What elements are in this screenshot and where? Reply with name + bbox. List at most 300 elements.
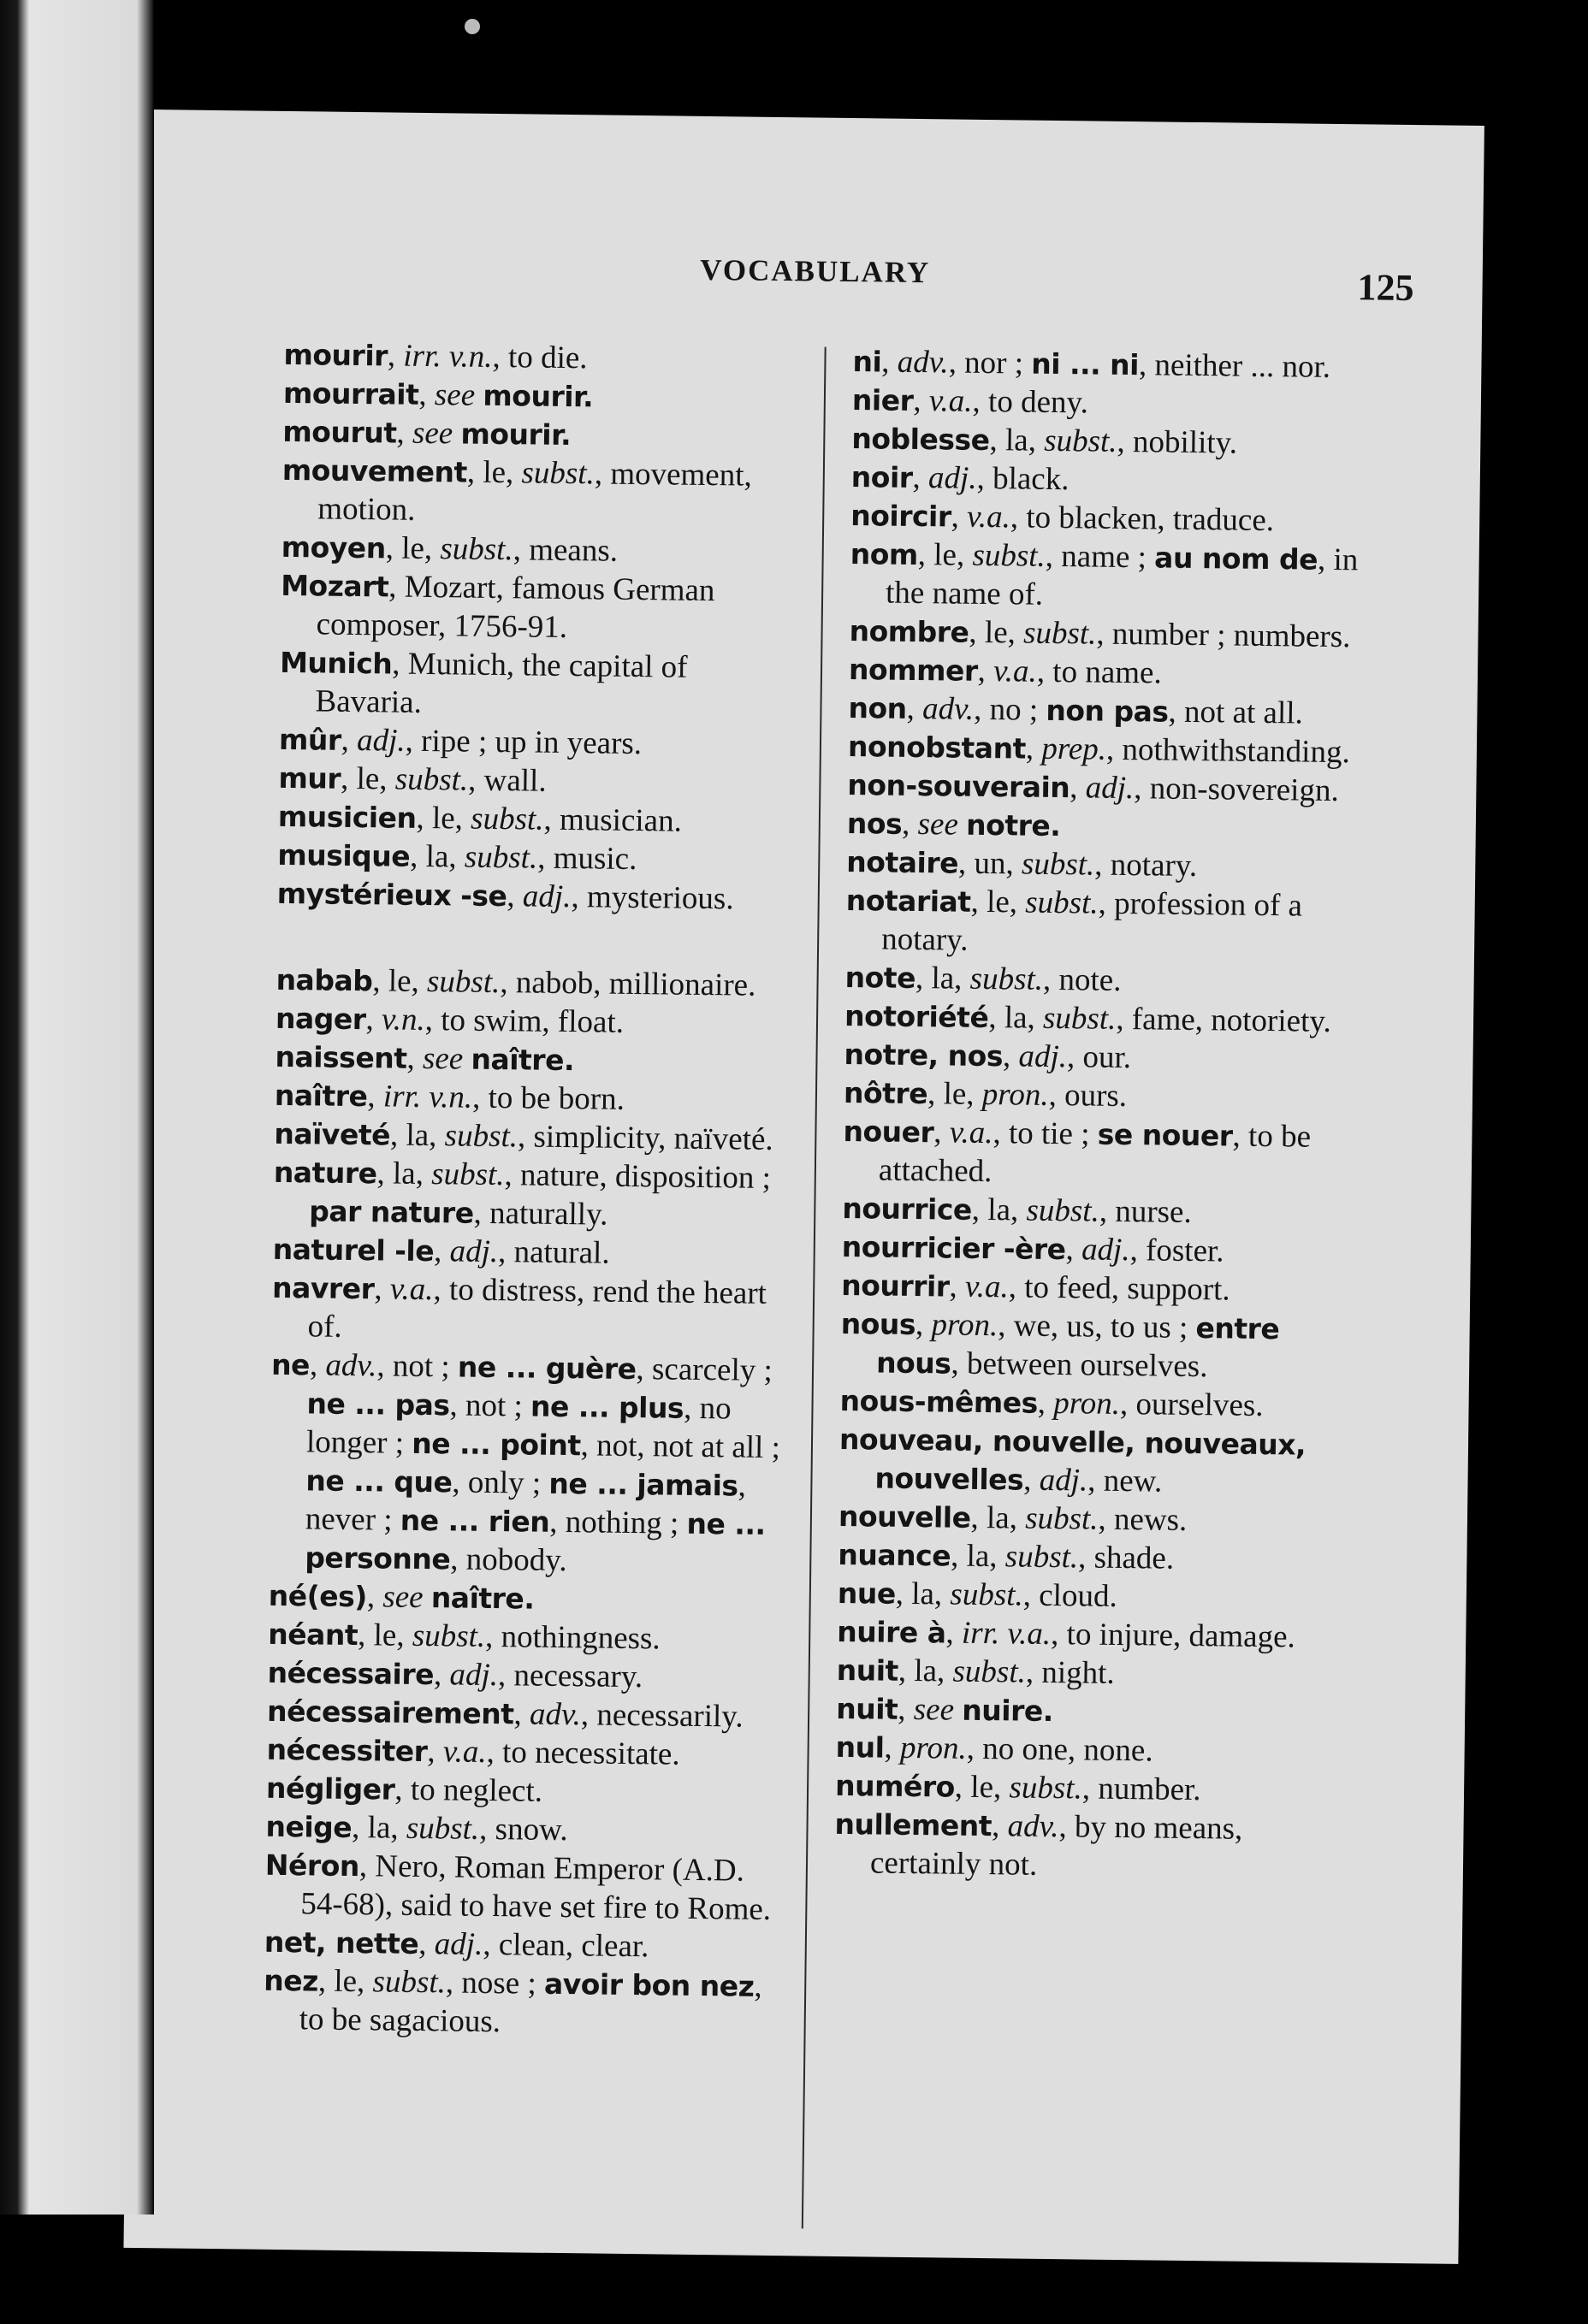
vocabulary-entry: [849, 612, 1363, 656]
vocabulary-entry: [844, 958, 1359, 1002]
vocabulary-entry: [280, 566, 794, 649]
vocabulary-entry: [836, 1651, 1350, 1695]
entry-grammar: subst.: [1024, 1500, 1099, 1537]
entry-headword: navrer: [271, 1270, 375, 1306]
entry-text: ,: [906, 690, 923, 727]
entry-text: , le,: [372, 963, 428, 1000]
entry-text: , nurse.: [1099, 1193, 1192, 1230]
entry-grammar: v.a.: [442, 1734, 487, 1770]
entry-text: , notary.: [1094, 847, 1198, 884]
entry-text: , note.: [1042, 961, 1122, 998]
entry-grammar: subst.: [1021, 846, 1095, 883]
entry-grammar: v.n.: [381, 1002, 426, 1038]
entry-text: ,: [387, 338, 404, 374]
entry-text: , mysterious.: [571, 879, 734, 917]
entry-text: , no one, none.: [966, 1730, 1153, 1769]
entry-text: , la,: [989, 423, 1045, 458]
entry-text: ,: [309, 1347, 326, 1383]
entry-text: , snow.: [478, 1811, 568, 1848]
entry-text: , not, not at all ;: [580, 1428, 781, 1466]
entry-text: , le,: [357, 1617, 413, 1653]
entry-text: ,: [366, 1579, 383, 1615]
entry-text: , le,: [954, 1769, 1010, 1806]
entry-headword: naître.: [471, 1042, 575, 1078]
entry-text: ,: [433, 1233, 450, 1269]
entry-text: , to be attached.: [878, 1118, 1312, 1190]
entry-headword: nuit: [835, 1691, 898, 1726]
entry-headword: nom: [850, 537, 919, 572]
vocabulary-entry: [277, 836, 791, 880]
entry-text: , night.: [1025, 1654, 1115, 1691]
entry-headword: nabab: [276, 962, 373, 998]
entry-text: ,: [374, 1271, 391, 1307]
entry-headword: ne ... personne: [305, 1506, 766, 1576]
vocabulary-entry: [834, 1805, 1348, 1888]
entry-headword: nonobstant: [847, 730, 1027, 766]
entry-text: , necessary.: [497, 1658, 643, 1695]
entry-text: ,: [912, 459, 929, 496]
entry-headword: ni: [852, 345, 882, 379]
entry-text: , non-sovereign.: [1134, 771, 1339, 809]
entry-text: , shade.: [1077, 1540, 1175, 1576]
entry-headword: nuance: [838, 1537, 951, 1573]
entry-text: ,: [513, 1696, 530, 1732]
entry-text: , to be born.: [471, 1079, 625, 1117]
entry-text: , Mozart, famous German composer, 1756-91.: [316, 569, 715, 646]
entry-text: , Nero, Roman Emperor (A.D. 54-68), said to have set fire to Rome.: [300, 1848, 772, 1928]
running-header: VOCABULARY: [700, 252, 931, 290]
entry-text: , la,: [895, 1576, 951, 1612]
entry-grammar: subst.: [1004, 1539, 1079, 1576]
entry-text: , not at all.: [1168, 694, 1304, 731]
entry-headword: noircir: [850, 499, 951, 534]
vocabulary-entry: [851, 458, 1366, 502]
entry-headword: nourricier -ère: [841, 1229, 1066, 1267]
vocabulary-entry: [836, 1689, 1350, 1734]
entry-text: , simplicity, naïveté.: [517, 1119, 773, 1157]
entry-text: , to be sagacious.: [299, 1968, 762, 2040]
entry-headword: nager: [275, 1001, 366, 1037]
vocabulary-entry: [838, 1497, 1353, 1541]
entry-grammar: see: [412, 415, 453, 452]
vocabulary-entry: [269, 1576, 783, 1621]
vocabulary-entry: [283, 335, 797, 380]
entry-text: ,: [418, 376, 436, 413]
entry-grammar: subst.: [406, 1810, 480, 1847]
entry-grammar: v.a.: [389, 1271, 434, 1308]
entry-headword: mur: [278, 760, 341, 795]
entry-grammar: adv.: [897, 344, 949, 381]
entry-grammar: adj.: [356, 723, 406, 759]
entry-text: , clean, clear.: [483, 1926, 649, 1965]
entry-text: ,: [949, 1268, 966, 1304]
vocabulary-entry: [841, 1266, 1355, 1310]
vocabulary-entry: [272, 1230, 786, 1274]
entry-text: , le,: [317, 1963, 373, 2000]
entry-grammar: adj.: [449, 1233, 499, 1270]
entry-text: ,: [396, 415, 413, 451]
entry-text: , nobility.: [1117, 423, 1238, 461]
vocabulary-entry: [275, 1038, 789, 1082]
entry-text: , la,: [988, 1000, 1044, 1036]
entry-text: ,: [1002, 1038, 1019, 1074]
entry-text: , nothwithstanding.: [1105, 731, 1350, 771]
entry-text: , no ;: [973, 691, 1046, 728]
entry-text: ,: [913, 382, 930, 419]
entry-headword: néant: [267, 1617, 358, 1653]
entry-text: , Munich, the capital of Bavaria.: [315, 646, 688, 720]
entry-text: ,: [991, 1808, 1008, 1844]
vocabulary-entry: [275, 1076, 789, 1121]
entry-text: , to die.: [492, 339, 588, 376]
entry-headword: ni ... ni: [1031, 346, 1140, 382]
entry-text: , name ;: [1045, 538, 1155, 576]
vocabulary-entry: [283, 374, 797, 418]
vocabulary-entry: [842, 1227, 1356, 1272]
entry-headword: nommer: [848, 653, 978, 688]
entry-grammar: pron.: [1053, 1386, 1121, 1422]
entry-text: , la,: [971, 1192, 1027, 1228]
entry-headword: naïveté: [274, 1116, 391, 1152]
vocabulary-entry: [839, 1381, 1354, 1426]
vocabulary-entry: [838, 1574, 1352, 1618]
entry-text: ,: [881, 344, 898, 380]
entry-headword: ne: [270, 1347, 311, 1382]
entry-text: , scarcely ;: [636, 1351, 773, 1388]
entry-headword: nature: [273, 1155, 377, 1191]
entry-headword: mourir.: [483, 378, 594, 414]
vocabulary-entry: [269, 1345, 785, 1582]
entry-grammar: subst.: [1026, 1192, 1100, 1229]
entry-text: , la,: [389, 1117, 445, 1154]
entry-text: , to deny.: [972, 383, 1089, 421]
entry-grammar: pron.: [931, 1307, 998, 1344]
entry-text: ,: [884, 1730, 901, 1765]
vocabulary-entry: [852, 342, 1366, 387]
entry-headword: nuire.: [962, 1693, 1054, 1729]
vocabulary-entry: [273, 1153, 787, 1236]
entry-grammar: subst.: [1042, 1000, 1117, 1037]
vocabulary-entry: [276, 999, 790, 1044]
entry-headword: ne ... plus: [530, 1389, 684, 1425]
entry-headword: neige: [265, 1809, 353, 1845]
entry-grammar: adj.: [434, 1926, 483, 1962]
entry-headword: ne ... guère: [457, 1350, 637, 1387]
entry-text: , la,: [915, 961, 970, 996]
vocabulary-entry: [850, 535, 1364, 618]
entry-text: , cloud.: [1022, 1577, 1117, 1614]
entry-grammar: subst.: [444, 1118, 518, 1155]
vocabulary-entry: [279, 720, 793, 765]
entry-text: ,: [365, 1002, 382, 1038]
entry-headword: notre.: [965, 807, 1061, 843]
entry-text: , to feed, support.: [1008, 1269, 1230, 1308]
left-column: [263, 335, 797, 2044]
entry-grammar: subst.: [430, 1156, 505, 1193]
entry-text: ,: [933, 1115, 951, 1150]
entry-text: , between ourselves.: [951, 1345, 1208, 1385]
entry-headword: nier: [851, 383, 914, 417]
vocabulary-entry: [265, 1807, 779, 1852]
entry-text: ,: [507, 878, 524, 914]
entry-text: , we, us, to us ;: [998, 1308, 1196, 1346]
vocabulary-entry: [279, 643, 793, 726]
entry-text: , ripe ; up in years.: [405, 723, 643, 762]
vocabulary-entry: [838, 1420, 1353, 1503]
entry-grammar: subst.: [969, 961, 1044, 997]
vocabulary-entry: [842, 1189, 1356, 1233]
entry-grammar: pron.: [981, 1076, 1049, 1113]
entry-headword: notariat: [845, 884, 971, 919]
vocabulary-entry: [851, 419, 1366, 464]
entry-text: , movement, motion.: [317, 456, 753, 528]
entry-headword: notaire: [846, 845, 959, 880]
entry-grammar: subst.: [412, 1617, 486, 1654]
entry-grammar: v.a.: [928, 383, 973, 419]
entry-text: , nothingness.: [484, 1618, 661, 1657]
vocabulary-entry: [281, 451, 796, 534]
entry-text: , fame, notoriety.: [1116, 1001, 1331, 1039]
entry-grammar: adj.: [522, 878, 572, 915]
entry-headword: nous: [840, 1306, 916, 1342]
entry-headword: noblesse: [851, 422, 990, 458]
entry-headword: naturel -le: [272, 1232, 435, 1268]
vocabulary-entry: [266, 1730, 780, 1775]
entry-grammar: subst.: [952, 1653, 1027, 1690]
entry-headword: musicien: [277, 799, 417, 835]
entry-headword: naître.: [430, 1581, 535, 1616]
entry-text: , to distress, rend the heart of.: [307, 1272, 767, 1345]
entry-grammar: see: [422, 1040, 464, 1077]
entry-text: , not ;: [449, 1387, 531, 1424]
entry-headword: nuire à: [837, 1614, 946, 1650]
entry-grammar: irr. v.a.: [961, 1615, 1052, 1652]
entry-headword: musique: [277, 837, 411, 873]
entry-text: ,: [367, 1079, 384, 1115]
entry-grammar: subst.: [972, 537, 1046, 574]
vocabulary-entry: [263, 1961, 777, 2044]
entry-headword: avoir bon nez: [543, 1966, 755, 2003]
vocabulary-entry: [838, 1535, 1352, 1580]
vocabulary-entry: [844, 1035, 1358, 1079]
entry-text: , profession of a notary.: [880, 885, 1303, 958]
vocabulary-entry: [849, 650, 1363, 695]
entry-headword: mourrait: [282, 376, 419, 411]
entry-text: ,: [1070, 770, 1087, 806]
entry-grammar: adv.: [1007, 1808, 1059, 1845]
entry-headword: notre, nos: [844, 1037, 1004, 1073]
entry-grammar: adj.: [1081, 1232, 1130, 1268]
entry-text: , le,: [385, 530, 441, 567]
entry-text: , nobody.: [450, 1541, 567, 1579]
entry-text: , le,: [927, 1076, 983, 1112]
entry-text: ,: [977, 653, 994, 689]
vocabulary-entry: [852, 381, 1366, 425]
entry-headword: nécessaire: [267, 1655, 435, 1692]
entry-text: , le,: [970, 884, 1026, 920]
entry-text: , to neglect.: [394, 1771, 543, 1809]
entry-text: ,: [1065, 1232, 1082, 1268]
entry-text: , only ;: [452, 1464, 549, 1501]
entry-text: ,: [901, 806, 918, 843]
entry-grammar: subst.: [521, 455, 596, 492]
entry-text: , le,: [917, 537, 973, 573]
entry-text: ,: [427, 1734, 444, 1770]
vocabulary-entry: [281, 528, 795, 572]
entry-grammar: v.a.: [964, 1268, 1009, 1305]
entry-grammar: see: [913, 1692, 955, 1728]
entry-grammar: adj.: [1018, 1038, 1068, 1075]
entry-text: , to necessitate.: [486, 1734, 680, 1772]
entry-text: , nor ;: [948, 345, 1032, 381]
entry-grammar: pron.: [899, 1730, 968, 1766]
entry-grammar: subst.: [1009, 1770, 1083, 1807]
entry-grammar: irr. v.n.: [382, 1079, 473, 1115]
entry-headword: mystérieux -se: [276, 876, 507, 914]
entry-text: , nose ;: [445, 1965, 545, 2002]
entry-headword: Mozart: [280, 568, 389, 604]
entry-text: , nabob, millionaire.: [500, 965, 756, 1003]
entry-grammar: see: [382, 1579, 424, 1616]
vocabulary-entry: [264, 1846, 779, 1929]
entry-grammar: subst.: [1043, 423, 1117, 459]
entry-text: , news.: [1098, 1501, 1188, 1538]
entry-text: , nothing ;: [548, 1504, 687, 1541]
entry-grammar: subst.: [1022, 615, 1097, 652]
vocabulary-entry: [267, 1692, 781, 1736]
entry-grammar: subst.: [394, 761, 469, 798]
entry-headword: nouvelle: [838, 1499, 971, 1535]
entry-headword: nez: [264, 1963, 319, 1998]
entry-grammar: adv.: [529, 1696, 582, 1733]
entry-text: ,: [898, 1691, 915, 1728]
entry-text: [463, 1042, 471, 1077]
entry-headword: numéro: [834, 1768, 956, 1804]
entry-text: , to tie ;: [992, 1115, 1099, 1152]
letter-section-gap: [276, 913, 791, 967]
entry-headword: Munich: [279, 645, 393, 681]
entry-headword: nouveau, nouvelle, nouveaux, nouvelles: [838, 1422, 1307, 1497]
entry-headword: nécessiter: [266, 1732, 428, 1769]
entry-text: , to swim, float.: [424, 1002, 625, 1040]
entry-headword: note: [844, 961, 916, 996]
entry-text: , black.: [976, 460, 1070, 498]
entry-grammar: v.a.: [949, 1115, 993, 1151]
entry-headword: né(es): [268, 1578, 368, 1614]
entry-text: , new.: [1087, 1463, 1163, 1499]
entry-headword: mourut: [282, 414, 397, 450]
entry-grammar: subst.: [950, 1576, 1024, 1613]
entry-text: , la,: [898, 1653, 953, 1689]
entry-headword: net, nette: [264, 1925, 419, 1960]
entry-text: ,: [1022, 1462, 1040, 1498]
entry-headword: notoriété: [844, 999, 989, 1035]
entry-text: , means.: [513, 532, 619, 569]
vocabulary-entry: [843, 1112, 1357, 1195]
entry-headword: moyen: [281, 529, 386, 565]
entry-grammar: irr. v.n.: [403, 338, 493, 375]
vocabulary-entry: [274, 1115, 788, 1159]
entry-headword: mourir.: [460, 417, 572, 452]
entry-grammar: subst.: [426, 964, 501, 1001]
entry-headword: noir: [850, 460, 913, 494]
entry-text: , by no means, certainly not.: [869, 1809, 1243, 1883]
entry-text: , ours.: [1048, 1077, 1128, 1115]
vocabulary-entry: [267, 1653, 781, 1698]
entry-headword: non: [848, 691, 907, 725]
entry-headword: négliger: [265, 1771, 395, 1807]
vocabulary-entry: [266, 1769, 780, 1813]
vocabulary-entry: [844, 1073, 1358, 1118]
entry-headword: nullement: [834, 1807, 992, 1843]
entry-text: , wall.: [467, 762, 547, 799]
entry-grammar: subst.: [464, 839, 538, 876]
entry-grammar: see: [434, 377, 476, 413]
entry-headword: par nature: [309, 1194, 474, 1230]
entry-text: , musician.: [543, 801, 683, 839]
entry-text: ,: [945, 1615, 963, 1651]
entry-text: , la,: [409, 838, 465, 875]
entry-headword: ne ... pas: [306, 1387, 450, 1422]
entry-headword: nul: [835, 1730, 885, 1765]
entry-headword: nue: [837, 1576, 896, 1611]
entry-grammar: v.a.: [966, 499, 1011, 535]
column-divider: [802, 347, 827, 2229]
vocabulary-entry: [847, 766, 1361, 810]
entry-headword: non pas: [1046, 693, 1169, 729]
entry-text: , le,: [969, 614, 1024, 651]
entry-headword: ne ... que: [305, 1464, 453, 1499]
entry-grammar: subst.: [1025, 884, 1099, 921]
entry-text: , in the name of.: [885, 541, 1359, 612]
entry-text: , le,: [340, 760, 396, 797]
entry-headword: entre nous: [875, 1311, 1280, 1381]
entry-text: , la,: [376, 1156, 432, 1192]
vocabulary-entry: [847, 804, 1361, 849]
entry-grammar: subst.: [372, 1964, 447, 2001]
vocabulary-entry: [268, 1615, 782, 1659]
vocabulary-entry: [835, 1728, 1349, 1772]
entry-grammar: adv.: [921, 691, 975, 727]
entry-grammar: adj.: [1085, 770, 1135, 807]
entry-headword: au nom de: [1153, 541, 1318, 577]
entry-headword: non-souverain: [847, 768, 1070, 805]
entry-grammar: subst.: [440, 531, 513, 568]
entry-headword: naissent: [275, 1039, 407, 1075]
entry-text: , la,: [950, 1538, 1006, 1575]
vocabulary-entry: [848, 727, 1362, 772]
entry-text: , necessarily.: [580, 1697, 744, 1735]
entry-grammar: see: [917, 807, 959, 843]
entry-text: , to blacken, traduce.: [1010, 500, 1275, 539]
vocabulary-entry: [277, 874, 791, 919]
entry-grammar: adj.: [1039, 1462, 1088, 1499]
entry-grammar: adj.: [449, 1657, 499, 1694]
entry-text: ,: [433, 1657, 450, 1693]
entry-text: , naturally.: [473, 1195, 608, 1233]
entry-text: , foster.: [1129, 1233, 1224, 1269]
page-number: 125: [1357, 266, 1414, 310]
entry-headword: ne ... jamais: [548, 1466, 738, 1503]
right-column: [834, 342, 1366, 1888]
entry-headword: Néron: [264, 1848, 360, 1883]
vocabulary-entry: [840, 1304, 1354, 1387]
vocabulary-entry: [835, 1766, 1349, 1811]
vocabulary-entry: [848, 689, 1362, 733]
entry-text: , to injure, damage.: [1050, 1617, 1296, 1655]
vocabulary-entry: [837, 1612, 1351, 1657]
entry-text: , number.: [1081, 1771, 1201, 1808]
